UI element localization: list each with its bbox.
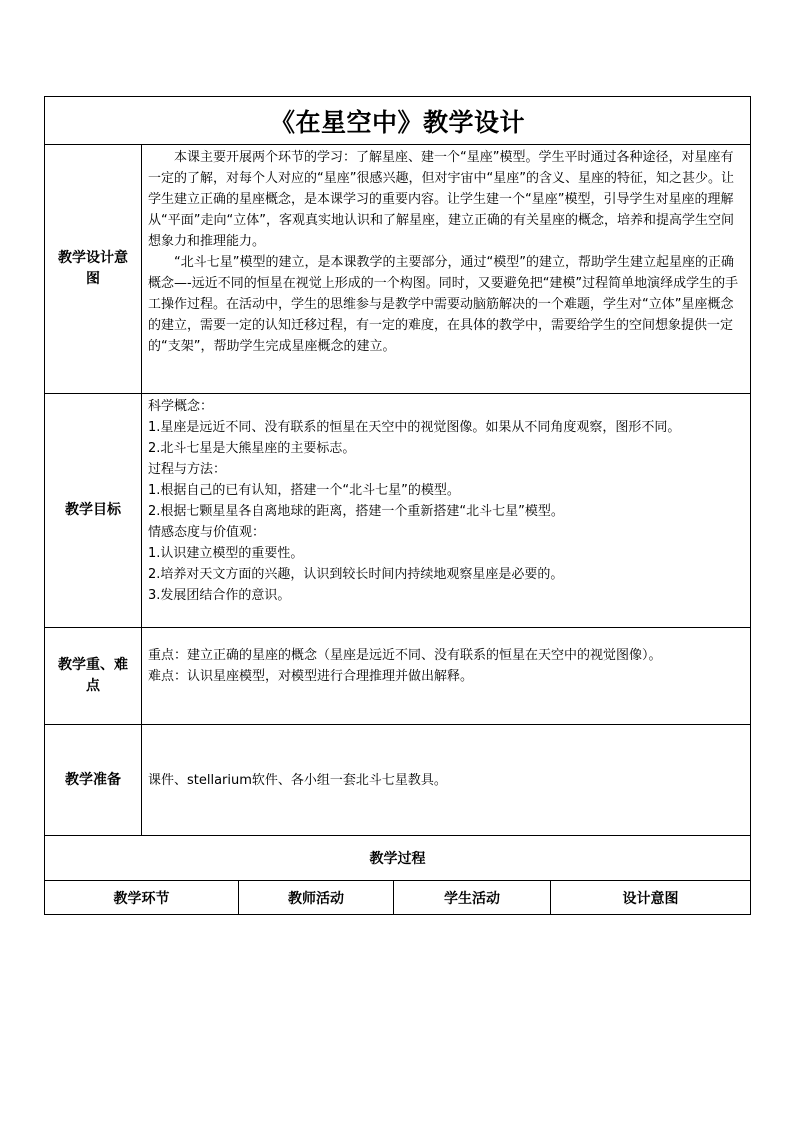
design-intent-content <box>142 145 751 394</box>
column-header-student: 学生活动 <box>394 881 551 915</box>
goal-line: 1.认识建立模型的重要性。 <box>148 546 304 561</box>
key-difficulty-text: 难点：认识星座模型，对模型进行合理推理并做出解释。 <box>148 669 474 684</box>
teaching-goals-row <box>45 394 751 628</box>
document-title: 《在星空中》教学设计 <box>45 97 751 145</box>
goal-line: 2.培养对天文方面的兴趣，认识到较长时间内持续地观察星座是必要的。 <box>148 567 564 582</box>
column-header-intent: 设计意图 <box>551 881 751 915</box>
preparation-row <box>45 725 751 836</box>
goal-line: 3.发展团结合作的意识。 <box>148 588 291 603</box>
column-header-stage: 教学环节 <box>45 881 239 915</box>
teaching-goals-label: 教学目标 <box>45 394 142 628</box>
goal-line: 1.星座是远近不同、没有联系的恒星在天空中的视觉图像。如果从不同角度观察，图形不同。 <box>148 420 681 435</box>
column-header-teacher: 教师活动 <box>239 881 394 915</box>
process-header-row <box>45 881 751 915</box>
key-points-row <box>45 628 751 725</box>
design-intent-paragraph-2: “北斗七星”模型的建立，是本课教学的主要部分，通过“模型”的建立，帮助学生建立起星座的正确概念—-远近不同的恒星在视觉上形成的一个构图。同时，又要避免把“建模”过程简单地演绎成学生的手工操作过程。在活动中，学生的思维参与是教学中需要动脑筋解决的一个难题，学生对“立体”星座概念的建立，需要一定的认知迁移过程，有一定的难度，在具体的教学中，需要给学生的空间想象提供一定的“支架”，帮助学生完成星座概念的建立。 <box>148 255 739 354</box>
title-row <box>45 97 751 145</box>
goal-heading-attitude: 情感态度与价值观： <box>148 525 266 540</box>
teaching-goals-content <box>142 394 751 628</box>
design-intent-row <box>45 145 751 394</box>
key-focus-text: 重点：建立正确的星座的概念（星座是远近不同、没有联系的恒星在天空中的视觉图像）。 <box>148 648 662 663</box>
preparation-label: 教学准备 <box>45 725 142 836</box>
design-intent-paragraph-1: 本课主要开展两个环节的学习：了解星座、建一个“星座”模型。学生平时通过各种途径，对星座有一定的了解，对每个人对应的“星座”很感兴趣，但对宇宙中“星座”的含义、星座的特征，知之甚少。让学生建立正确的星座概念，是本课学习的重要内容。让学生建一个“星座”模型，引导学生对星座的理解从“平面”走向“立体”，客观真实地认识和了解星座，建立正确的有关星座的概念，培养和提高学生空间想象力和推理能力。 <box>148 150 734 249</box>
key-points-content <box>142 628 751 725</box>
design-intent-label: 教学设计意图 <box>45 145 142 394</box>
lesson-plan-table <box>44 96 751 915</box>
goal-heading-method: 过程与方法： <box>148 462 227 477</box>
preparation-text: 课件、stellarium软件、各小组一套北斗七星教具。 <box>148 772 447 788</box>
goal-line: 2.根据七颗星星各自离地球的距离，搭建一个重新搭建“北斗七星”模型。 <box>148 504 564 519</box>
goal-heading-concept: 科学概念： <box>148 399 214 414</box>
goal-line: 1.根据自己的已有认知，搭建一个“北斗七星”的模型。 <box>148 483 460 498</box>
preparation-content <box>142 725 751 836</box>
key-points-label: 教学重、难点 <box>45 628 142 725</box>
process-title: 教学过程 <box>45 836 751 881</box>
goal-line: 2.北斗七星是大熊星座的主要标志。 <box>148 441 356 456</box>
process-title-row <box>45 836 751 881</box>
